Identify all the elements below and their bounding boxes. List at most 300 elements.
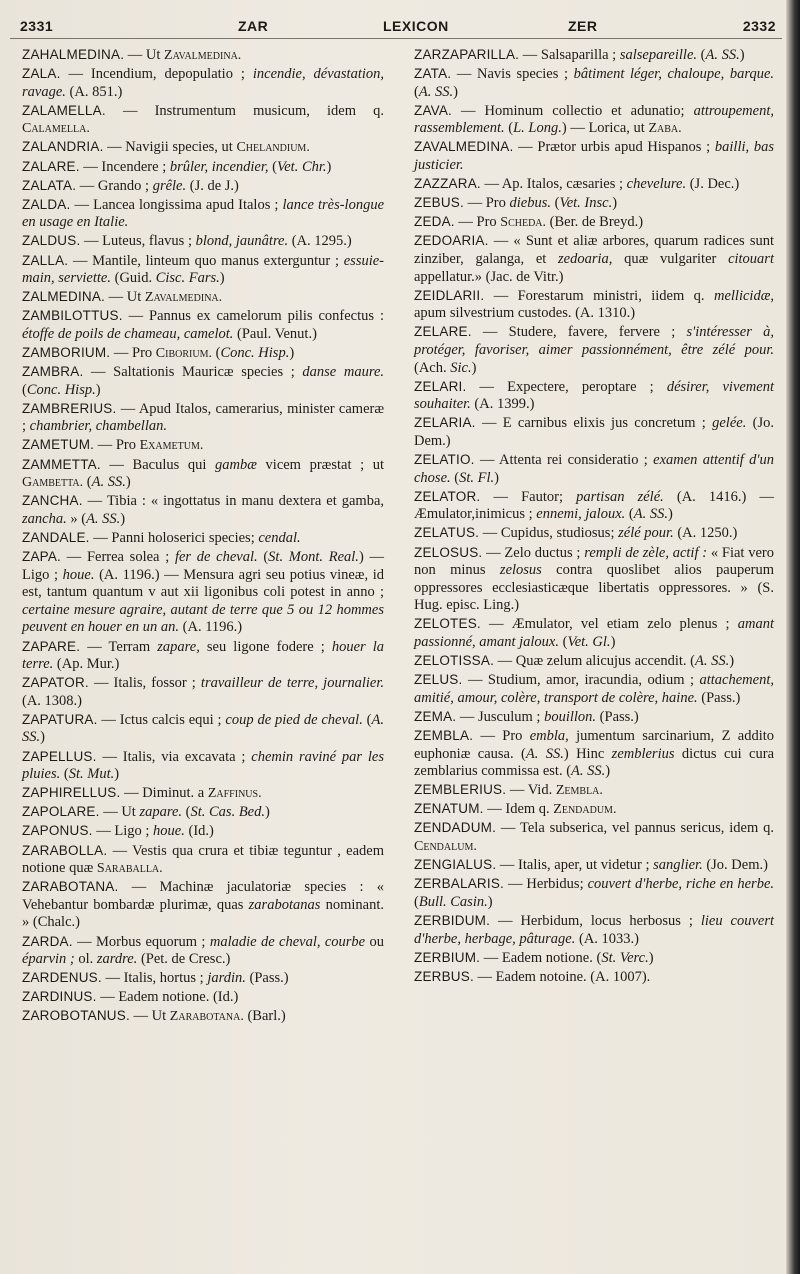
latin-definition: ) <box>95 381 101 398</box>
dictionary-entry <box>414 414 774 450</box>
latin-definition: ) <box>610 634 616 650</box>
dictionary-entry <box>22 933 384 969</box>
latin-definition: (Jo. Dem.) <box>414 415 774 449</box>
latin-definition: ) <box>471 359 477 376</box>
latin-definition: — Eadem notione. ( <box>483 949 602 966</box>
latin-definition: ) <box>667 506 673 523</box>
french-gloss: St. Mont. Real. <box>268 549 359 566</box>
dictionary-entry <box>414 194 774 213</box>
french-gloss: A. SS. <box>633 506 668 523</box>
entry-headword: ZAPHIRELLUS. <box>22 785 121 801</box>
dictionary-entry <box>22 307 384 343</box>
latin-definition: (A. 851.) <box>65 83 123 100</box>
latin-definition: ) <box>453 83 458 100</box>
french-gloss: A. SS. <box>694 653 730 670</box>
entry-headword: ZARDENUS. <box>22 970 102 986</box>
entry-headword: ZAMBRERIUS. <box>22 400 117 416</box>
dictionary-entry <box>22 177 384 196</box>
dictionary-entry <box>414 727 774 781</box>
entry-headword: ZALLA. <box>22 252 69 268</box>
french-gloss: essuie-main, serviette. <box>22 252 384 287</box>
french-gloss: zélé pour. <box>618 525 674 542</box>
latin-definition: — « Sunt et aliæ arbores, quarum radices sunt zinziber, galanga, et <box>414 233 774 268</box>
french-gloss: examen attentif d'un chose. <box>414 452 774 486</box>
cross-reference: Exametum. <box>139 438 204 454</box>
latin-definition: ( <box>697 47 706 63</box>
dictionary-entry <box>414 378 774 414</box>
entry-headword: ZELOTES. <box>414 616 481 632</box>
dictionary-entry <box>22 784 384 803</box>
french-gloss: houer la terre. <box>22 638 385 673</box>
french-gloss: certaine mesure agraire, autant de terre que 5 ou 12 hommes peuvent en houer en un an. <box>22 601 384 636</box>
entry-headword: ZAPELLUS. <box>22 748 97 764</box>
cross-reference: Cendalum. <box>414 839 477 855</box>
dictionary-entry <box>22 288 384 307</box>
french-gloss: A. SS. <box>571 763 606 780</box>
french-gloss: incendie, dévastation, ravage. <box>22 66 385 100</box>
dictionary-entry <box>414 488 774 524</box>
latin-definition: — Ligo ; <box>96 823 154 840</box>
dictionary-entry <box>414 138 774 174</box>
dictionary-entry <box>22 158 384 177</box>
french-gloss: zapare, <box>157 638 200 655</box>
entry-headword: ZAMMETTA. <box>22 456 101 472</box>
french-gloss: A. SS. <box>525 745 564 762</box>
dictionary-entry <box>414 968 774 987</box>
entry-headword: ZAPONUS. <box>22 823 93 839</box>
dictionary-entry <box>22 252 384 288</box>
latin-definition: (Pass.) <box>596 708 639 725</box>
dictionary-entry <box>414 781 774 800</box>
latin-definition: ) <box>612 195 618 212</box>
french-gloss: St. Verc. <box>601 949 649 966</box>
dictionary-entry <box>414 652 774 671</box>
french-gloss: salsepareille. <box>619 47 697 63</box>
latin-definition: ( <box>450 469 460 486</box>
latin-definition: — Grando ; <box>79 177 153 194</box>
cross-reference: Zavalmedina. <box>164 48 242 63</box>
french-gloss: St. Fl. <box>459 469 495 486</box>
dictionary-entry <box>22 436 384 455</box>
latin-definition: — Hominum collectio et adunatio; <box>461 102 694 119</box>
entry-headword: ZAMBILOTTUS. <box>22 308 123 324</box>
latin-definition: contra quoslibet alios pauperum oppressores ecclesiasticæque libertatis oppressores. » (S. Hug. episc. Ling.) <box>414 562 775 614</box>
entry-headword: ZAVALMEDINA. <box>414 139 514 155</box>
latin-definition: — Quæ zelum alicujus accendit. ( <box>497 653 695 670</box>
latin-definition: — Pro <box>113 345 156 361</box>
french-gloss: Bull. Casin. <box>418 893 488 910</box>
entry-headword: ZAPARE. <box>22 638 81 654</box>
latin-definition: — Expectere, peroptare ; <box>479 378 667 395</box>
latin-definition: appellatur.» (Jac. de Vitr.) <box>414 268 564 285</box>
dictionary-entry <box>22 822 384 841</box>
dictionary-entry <box>22 138 384 157</box>
latin-definition: ) <box>326 158 332 175</box>
dictionary-entry <box>22 492 384 528</box>
french-gloss: embla, <box>529 727 569 744</box>
french-gloss: cendal. <box>258 529 301 546</box>
latin-definition: ( <box>625 506 634 523</box>
latin-definition: — Vid. <box>509 782 556 799</box>
french-gloss: A. SS. <box>22 711 384 746</box>
french-gloss: Vet. Insc. <box>559 195 613 212</box>
french-gloss: zemblerius <box>611 745 675 762</box>
entry-headword: ZATA. <box>414 66 452 82</box>
latin-definition: — Incendium, depopulatio ; <box>68 66 253 83</box>
dictionary-entry <box>22 803 384 822</box>
french-gloss: St. Mut. <box>68 766 115 783</box>
french-gloss: grêle. <box>152 177 187 194</box>
dictionary-entry <box>22 400 384 436</box>
entry-headword: ZELARE. <box>414 324 472 340</box>
latin-definition: — Lancea longissima apud Italos ; <box>74 196 283 213</box>
latin-definition: ) — Lorica, ut <box>561 120 649 137</box>
latin-definition: ( <box>559 634 568 650</box>
entry-headword: ZEIDLARII. <box>414 287 485 303</box>
latin-definition: ) Hinc <box>563 745 612 762</box>
dictionary-entry <box>22 529 384 548</box>
latin-definition: ( <box>211 345 221 361</box>
latin-definition: ) <box>729 653 735 670</box>
latin-definition: — Ictus calcis equi ; <box>101 711 226 728</box>
latin-definition: vicem præstat ; ut <box>256 456 385 473</box>
cross-reference: Zarabotana. <box>169 1009 244 1025</box>
entry-headword: ZAMETUM. <box>22 437 95 453</box>
latin-definition: (A. 1196.) <box>179 619 243 636</box>
entry-headword: ZELOSUS. <box>414 544 483 560</box>
latin-definition: (A. 1308.) <box>22 692 83 709</box>
french-gloss: zancha. <box>22 510 67 527</box>
french-gloss: zardre. <box>96 951 138 968</box>
latin-definition: ) <box>120 510 126 527</box>
dictionary-entry <box>22 842 384 878</box>
french-gloss: ennemi, jaloux. <box>536 506 626 523</box>
latin-definition: (Ap. Mur.) <box>53 656 120 673</box>
cross-reference: Scheda. <box>500 215 547 231</box>
latin-definition: — Salsaparilla ; <box>522 47 620 63</box>
cross-reference: Zavalmedina. <box>144 290 223 306</box>
latin-definition: — Prætor urbis apud Hispanos ; <box>518 139 715 156</box>
dictionary-entry <box>414 213 774 232</box>
dictionary-entry <box>414 615 774 651</box>
entry-headword: ZAPOLARE. <box>22 804 100 820</box>
latin-definition: — Baculus qui <box>109 456 216 473</box>
latin-definition: — Ut <box>103 804 140 821</box>
french-gloss: s'intéresser à, protéger, favoriser, aimer passionnément, être zélé pour. <box>414 324 774 358</box>
latin-definition: — Italis, fossor ; <box>93 675 201 692</box>
latin-definition: — Incendere ; <box>83 158 170 175</box>
french-gloss: gambæ <box>215 456 257 473</box>
french-gloss: citouart <box>728 251 774 268</box>
right-column <box>414 46 774 987</box>
entry-headword: ZANCHA. <box>22 493 83 509</box>
french-gloss: Cisc. Fars. <box>155 270 220 287</box>
latin-definition: ( <box>550 195 560 212</box>
cross-reference: Zendadum. <box>553 802 617 818</box>
latin-definition: — Pro <box>458 214 501 231</box>
latin-definition: — Eadem notione. (Id.) <box>100 989 239 1006</box>
header-rule <box>10 38 782 39</box>
entry-headword: ZELATOR. <box>414 488 481 504</box>
latin-definition: ) <box>605 763 611 780</box>
latin-definition: — Italis, aper, ut videtur ; <box>499 857 654 874</box>
entry-headword: ZARZAPARILLA. <box>414 47 520 62</box>
latin-definition: — Ap. Italos, cæsaries ; <box>484 176 627 193</box>
french-gloss: danse maure. <box>302 364 385 381</box>
entry-headword: ZERBIDUM. <box>414 912 491 928</box>
latin-definition: — Pro <box>467 195 510 212</box>
left-column <box>22 46 384 1026</box>
latin-definition: quæ vulgariter <box>612 251 729 268</box>
french-gloss: A. SS. <box>418 83 454 100</box>
french-gloss: A. SS. <box>86 510 121 527</box>
dictionary-entry <box>414 102 774 138</box>
entry-headword: ZERBIUM. <box>414 949 481 965</box>
french-gloss: travailleur de terre, journalier. <box>200 675 385 692</box>
latin-definition: (Jo. Dem.) <box>702 857 768 874</box>
dictionary-entry <box>22 711 384 747</box>
french-gloss: chevelure. <box>626 176 687 193</box>
dictionary-entry <box>22 232 384 251</box>
latin-definition: (Barl.) <box>243 1008 286 1025</box>
latin-definition: ou <box>365 933 385 950</box>
dictionary-entry <box>22 196 384 232</box>
latin-definition: — Machinæ jaculatoriæ species : « Vehebantur bombardæ plurimæ, quas <box>22 879 384 913</box>
cross-reference: Calamella. <box>22 121 90 137</box>
entry-headword: ZELUS. <box>414 672 463 688</box>
latin-definition: (A. 1196.) — Mensura agri seu potius vineæ, id est, tantum quantum v aut xii ligonibus coli potest in anno ; <box>22 566 384 601</box>
entry-headword: ZELATUS. <box>414 525 480 541</box>
latin-definition: ) <box>289 345 295 361</box>
entry-headword: ZANDALE. <box>22 529 90 545</box>
dictionary-entry <box>22 748 384 784</box>
latin-definition: — Idem q. <box>487 801 554 818</box>
entry-headword: ZALDA. <box>22 196 71 212</box>
french-gloss: chambrier, chambellan. <box>29 418 167 435</box>
french-gloss: maladie de cheval, courbe <box>209 933 366 950</box>
latin-definition: ( <box>182 804 191 821</box>
latin-definition: (Ach. <box>414 359 451 376</box>
french-gloss: zelosus <box>499 562 542 579</box>
dictionary-entry <box>414 524 774 543</box>
latin-definition: (Ber. de Breyd.) <box>546 214 644 231</box>
french-gloss: Vet. Chr. <box>277 158 327 175</box>
entry-headword: ZEDOARIA. <box>414 233 489 249</box>
latin-definition: (Guid. <box>111 270 156 287</box>
entry-headword: ZERBALARIS. <box>414 876 504 892</box>
dictionary-entry <box>414 175 774 194</box>
french-gloss: éparvin ; <box>22 951 75 968</box>
latin-definition: — Instrumentum musicum, idem q. <box>122 102 384 119</box>
running-title: LEXICON <box>383 18 449 34</box>
french-gloss: zapare. <box>139 804 183 821</box>
latin-definition: — Forestarum ministri, iidem q. <box>493 287 714 304</box>
dictionary-entry <box>414 875 774 911</box>
dictionary-entry <box>22 344 384 363</box>
latin-definition: — Pannus ex camelorum pilis confectus : <box>128 308 384 325</box>
cross-reference: Zembla. <box>555 783 603 799</box>
cross-reference: Zaba. <box>648 121 682 137</box>
latin-definition: (A. 1295.) <box>288 233 352 250</box>
latin-definition: (Pet. de Cresc.) <box>137 951 231 968</box>
latin-definition: — Jusculum ; <box>459 708 545 725</box>
latin-definition: — E carnibus elixis jus concretum ; <box>481 415 713 432</box>
french-gloss: A. SS. <box>91 474 126 491</box>
latin-definition: — Pro <box>97 437 140 454</box>
entry-headword: ZALMEDINA. <box>22 289 106 305</box>
latin-definition: ) <box>487 893 493 910</box>
entry-headword: ZAZZARA. <box>414 176 481 192</box>
dictionary-entry <box>22 638 384 674</box>
dictionary-entry <box>22 65 384 101</box>
entry-headword: ZAPA. <box>22 549 62 565</box>
latin-definition: — Diminut. a <box>124 785 208 802</box>
latin-definition: — Luteus, flavus ; <box>84 233 196 250</box>
dictionary-entry <box>414 323 774 377</box>
entry-headword: ZARABOTANA. <box>22 879 119 895</box>
latin-definition: (Pass.) <box>697 689 741 706</box>
dictionary-entry <box>414 65 774 101</box>
latin-definition: — Italis, hortus ; <box>105 970 208 987</box>
latin-definition: (A. 1416.) — Æmulator,inimicus ; <box>414 488 774 523</box>
cross-reference: Ciborium. <box>155 346 212 361</box>
dictionary-entry <box>22 1007 384 1026</box>
french-gloss: Conc. Hisp. <box>26 381 96 398</box>
latin-definition: ( <box>362 711 372 728</box>
entry-headword: ZAMBRA. <box>22 364 84 380</box>
french-gloss: houe. <box>153 823 185 840</box>
latin-definition: ( <box>83 474 92 491</box>
french-gloss: attachement, amitié, amour, colère, transport de colère, haine. <box>414 672 774 706</box>
latin-definition: — Apud Italos, camerarius, minister cameræ ; <box>22 400 385 435</box>
french-gloss: jardin. <box>207 970 246 987</box>
dictionary-entry <box>414 912 774 948</box>
dictionary-entry <box>22 988 384 1007</box>
latin-definition: » ( <box>66 510 87 527</box>
cross-reference: Gambetta. <box>22 475 84 491</box>
latin-definition: ) <box>125 474 131 491</box>
french-gloss: bouillon. <box>544 708 597 725</box>
cross-reference: Zaffinus. <box>207 786 262 802</box>
latin-definition: — Herbidus; <box>507 876 588 893</box>
french-gloss: L. Long. <box>513 120 562 137</box>
french-gloss: chemin raviné par les pluies. <box>22 748 384 783</box>
latin-definition: — Tibia : « ingottatus in manu dextera et gamba, <box>87 493 384 510</box>
french-gloss: blond, jaunâtre. <box>195 233 289 250</box>
latin-definition: — Eadem notoine. (A. 1007). <box>477 968 651 985</box>
french-gloss: zedoaria, <box>558 251 613 268</box>
entry-headword: ZALDUS. <box>22 233 81 249</box>
latin-definition: — Panni holoserici species; <box>93 529 259 546</box>
entry-headword: ZAROBOTANUS. <box>22 1008 130 1024</box>
french-gloss: lance très-longue en usage en Italie. <box>22 196 384 231</box>
latin-definition: (A. 1399.) <box>470 396 535 413</box>
entry-headword: ZELATIO. <box>414 452 475 468</box>
entry-headword: ZALATA. <box>22 177 77 193</box>
french-gloss: bâtiment léger, chaloupe, barque. <box>573 66 775 83</box>
dictionary-entry <box>22 548 384 637</box>
latin-definition: ol. <box>74 951 97 968</box>
french-gloss: rempli de zèle, actif : <box>584 544 708 561</box>
latin-definition: ) — Ligo ; <box>22 549 384 583</box>
french-gloss: amant passionné, amant jaloux. <box>414 616 774 650</box>
latin-definition: (Paul. Venut.) <box>233 325 317 342</box>
entry-headword: ZALA. <box>22 66 61 82</box>
french-gloss: partisan zélé. <box>576 488 664 505</box>
french-gloss: couvert d'herbe, riche en herbe. <box>587 876 775 893</box>
entry-headword: ZEMA. <box>414 708 457 724</box>
latin-definition: — Herbidum, locus herbosus ; <box>498 912 701 929</box>
entry-headword: ZAPATOR. <box>22 675 89 691</box>
french-gloss: attroupement, rassemblement. <box>414 102 774 137</box>
latin-definition: — Navis species ; <box>456 66 574 83</box>
latin-definition: (Pass.) <box>245 970 289 987</box>
entry-headword: ZARDA. <box>22 933 73 949</box>
dictionary-entry <box>22 674 384 710</box>
latin-definition: — Ut <box>133 1008 170 1025</box>
french-gloss: mellicidæ, <box>713 287 774 304</box>
latin-definition: — Æmulator, vel etiam zelo plenus ; <box>489 616 738 633</box>
entry-headword: ZELARIA. <box>414 415 476 431</box>
latin-definition: — Saltationis Mauricæ species ; <box>91 364 303 381</box>
page-number-right: 2332 <box>742 18 776 34</box>
entry-headword: ZELOTISSA. <box>414 653 495 669</box>
latin-definition: — Vestis qua crura et tibiæ teguntur , eadem notione quæ <box>22 842 385 877</box>
guide-word-right: ZER <box>568 18 598 34</box>
french-gloss: A. SS. <box>705 47 740 63</box>
dictionary-entry <box>22 969 384 988</box>
latin-definition: « Fiat vero non minus <box>414 544 774 579</box>
french-gloss: St. Cas. Bed. <box>190 804 265 821</box>
latin-definition: ( <box>22 381 27 398</box>
latin-definition: — Ferrea solea ; <box>66 549 175 566</box>
entry-headword: ZENGIALUS. <box>414 857 497 873</box>
latin-definition: jumentum sarcinarium, Z addito euphoniæ causa. ( <box>414 727 775 762</box>
latin-definition: ( <box>504 120 514 137</box>
latin-definition: (A. 1250.) <box>673 525 738 542</box>
latin-definition: — Studere, favere, fervere ; <box>482 324 687 341</box>
latin-definition: seu ligone fodere ; <box>199 638 332 655</box>
dictionary-entry <box>414 856 774 875</box>
entry-headword: ZALANDRIA. <box>22 139 104 155</box>
latin-definition: — Tela subserica, vel pannus sericus, idem q. <box>500 820 775 837</box>
latin-definition: — Pro <box>480 727 530 744</box>
latin-definition: — Zelo ductus ; <box>486 544 585 561</box>
latin-definition: — Mantile, linteum quo manus exterguntur ; <box>72 252 344 269</box>
latin-definition: ( <box>268 158 277 175</box>
entry-headword: ZAHALMEDINA. <box>22 47 125 62</box>
dictionary-entry <box>414 949 774 968</box>
dictionary-entry <box>414 232 774 286</box>
latin-definition: ) <box>219 270 225 287</box>
latin-definition: dictus cui cura zemblarius commissa est. ( <box>414 745 775 780</box>
latin-definition: (J. de J.) <box>186 177 239 194</box>
latin-definition: — Morbus equorum ; <box>77 933 210 950</box>
latin-definition: — Fautor; <box>493 488 577 505</box>
french-gloss: désirer, vivement souhaiter. <box>414 378 774 413</box>
french-gloss: houe. <box>62 566 95 583</box>
latin-definition: ) <box>739 47 745 63</box>
french-gloss: Sic. <box>450 359 472 376</box>
entry-headword: ZAMBORIUM. <box>22 345 111 360</box>
latin-definition: — Navigii species, ut <box>107 139 237 156</box>
entry-headword: ZALARE. <box>22 158 80 174</box>
latin-definition: (Id.) <box>184 823 214 840</box>
dictionary-entry <box>414 544 774 615</box>
latin-definition: ( <box>414 893 419 910</box>
latin-definition: apum silvestrium custodes. (A. 1310.) <box>414 305 636 322</box>
dictionary-entry <box>414 46 774 65</box>
